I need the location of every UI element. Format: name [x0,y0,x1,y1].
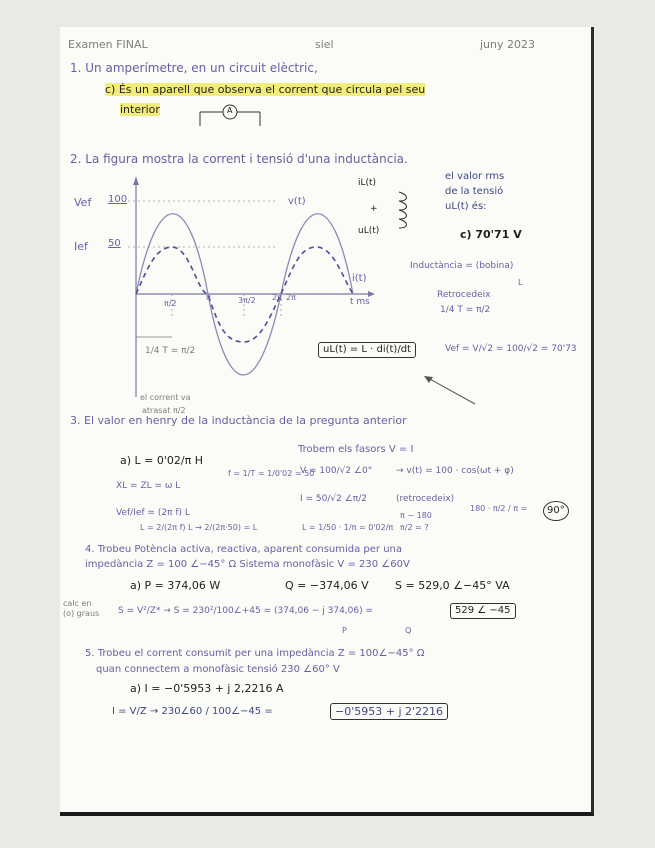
tick-2pi: 2π [272,293,282,302]
frequency-eq: f = 1/T = 1/0'02 = 50 [228,469,315,478]
q4-answer-p: a) P = 374,06 W [130,579,221,592]
arrow-icon [420,372,480,407]
rms-question-3: uL(t) és: [445,201,487,212]
p-marker: P [342,626,347,635]
coil-current-label: iL(t) [358,178,377,188]
retrocedeix-eq: 1/4 T = π/2 [440,305,491,315]
q5-answer: a) I = −0'5953 + j 2,2216 A [130,682,284,695]
ammeter-symbol: A [227,106,233,115]
coil-icon [395,192,409,228]
q5-title: 5. Trobeu el corrent consumit per una impedància Z = 100∠−45° Ω [85,648,425,659]
inductance-L: L [518,278,523,287]
q4-calc: S = V²/Z* → S = 230²/100∠+45 = (374,06 − j 374,06) = [118,606,374,616]
header-course: siel [315,38,334,51]
rms-question-1: el valor rms [445,171,505,182]
current-lag-note-a: el corrent va [140,393,191,402]
q4-calc-answer: 529 ∠ −45 [450,603,516,619]
v-curve-label: v(t) [288,196,306,207]
coil-voltage-label: uL(t) [358,226,380,236]
ief-value: 50 [108,238,121,249]
waveform-plot [128,177,378,407]
tick-pi-half: π/2 [164,299,177,308]
q4-line2: impedància Z = 100 ∠−45° Ω Sistema monofàsic V = 230 ∠60V [85,559,410,570]
q4-title: 4. Trobeu Potència activa, reactiva, aparent consumida per una [85,544,403,555]
vef-formula: Vef = V/√2 = 100/√2 = 70'73 [445,344,577,354]
deg-answer: 90° [543,501,569,521]
q1-title: 1. Un amperímetre, en un circuit elèctric, [70,61,318,75]
phasors-note: Trobem els fasors V = I [298,444,414,455]
inductance-label: Inductància = (bobina) [410,261,514,271]
pi-equation: π − 180 [400,511,432,520]
i-curve-label: i(t) [352,273,367,284]
exam-sheet [60,27,594,816]
calc-degrees-note: calc en (o) graus [63,599,100,618]
q-marker: Q [405,626,412,635]
l-result: L = 1/50 · 1/π = 0'02/π [302,523,394,532]
q5-calc-answer: −0'5953 + j 2'2216 [330,703,448,720]
retrocedeix-note: (retrocedeix) [396,494,455,504]
ief-label: Ief [74,240,88,253]
pi-equation-2: π/2 = ? [400,523,429,532]
q1-answer-line1: c) És un aparell que observa el corrent que circula pel seu [105,83,426,96]
l-equation: L = 2/(2π f) L → 2/(2π·50) = L [140,523,258,532]
q3-title: 3. El valor en henry de la inductància de la pregunta anterior [70,414,407,427]
deg-equation: 180 · π/2 / π = [470,504,528,513]
ul-formula: uL(t) = L · di(t)/dt [318,342,416,358]
xl-equation: XL = ZL = ω L [116,481,181,491]
tick-3pi-half: 3π/2 [238,296,256,305]
q4-answer-q: Q = −374,06 V [285,579,369,592]
ratio-eq: Vef/Ief = (2π f) L [116,508,190,518]
current-phasor: I = 50/√2 ∠π/2 [300,494,367,504]
tick-2pi-extra: 2π [286,293,296,302]
q5-calc: I = V/Z → 230∠60 / 100∠−45 = [112,706,273,717]
header-date: juny 2023 [480,38,535,51]
q3-answer: a) L = 0'02/π H [120,454,203,467]
q2-title: 2. La figura mostra la corrent i tensió d'una inductància. [70,152,408,166]
q5-line2: quan connectem a monofàsic tensió 230 ∠60° V [96,664,340,675]
x-axis-unit: t ms [350,297,370,307]
vef-label: Vef [74,196,92,209]
rms-answer: c) 70'71 V [460,228,522,241]
voltage-time: → v(t) = 100 · cos(ωt + φ) [396,466,514,476]
rms-question-2: de la tensió [445,186,504,197]
tick-pi: π [206,293,211,302]
q4-answer-s: S = 529,0 ∠−45° VA [395,579,510,592]
vef-value: 100 [108,194,128,205]
header-title: Examen FINAL [68,38,148,51]
q1-answer-line2: interior [120,103,160,116]
quarter-period-note: 1/4 T = π/2 [145,346,196,356]
current-lag-note-b: atrasat π/2 [142,406,186,415]
voltage-phasor: V = 100/√2 ∠0° [300,466,373,476]
coil-plus: + [370,204,378,214]
retrocedeix-label: Retrocedeix [437,290,491,300]
